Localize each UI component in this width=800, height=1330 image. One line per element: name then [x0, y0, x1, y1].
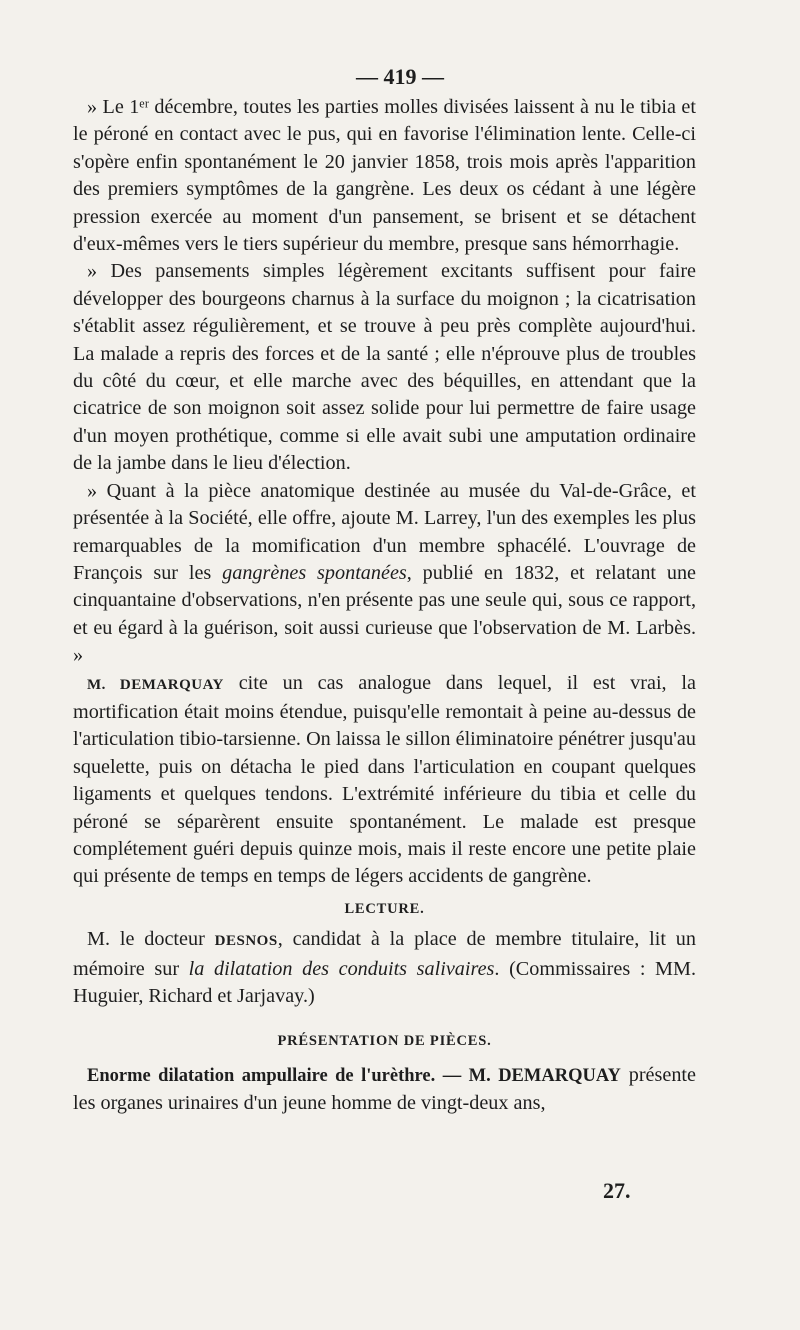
- paragraph-text: » Quant à la pièce anatomique destinée au musée du Val-de-Grâce, et présentée à la Société, elle offre, ajoute M. Larrey, l'un des exemples les plus remarquables de la momification d'un membre sphacélé. L'ouvrage de François sur les: [73, 479, 696, 584]
- paragraph-text: . (Commissaires : MM. Huguier, Richard et Jarjavay.): [73, 957, 696, 1007]
- speaker-name: M. DEMARQUAY: [87, 676, 224, 693]
- paragraph-lecture: [73, 926, 696, 1010]
- italic-title: gangrènes spontanées: [222, 561, 407, 584]
- paragraph-pansements: » Des pansements simples légèrement excitants suffisent pour faire développer des bourgeons charnus à la surface du moignon ; la cicatrisation s'établit assez régulièrement, et se trouve à peu près complète aujourd'hui. La malade a repris des forces et de la santé ; elle n'éprouve plus de troubles du côté du cœur, et elle marche avec des béquilles, en attendant que la cicatrice de son moignon soit assez solide pour lui permettre de faire usage d'un moyen prothétique, comme si elle avait subi une amputation ordinaire de la jambe dans le lieu d'élection.: [73, 260, 696, 475]
- paragraph-text: , candidat à la place de membre titulaire, lit un mémoire sur: [73, 928, 696, 980]
- section-heading-presentation: PRÉSENTATION DE PIÈCES.: [277, 1033, 492, 1050]
- paragraph-text: présente les organes urinaires d'un jeune homme de vingt-deux ans,: [73, 1063, 696, 1115]
- signature-mark: 27.: [603, 1178, 631, 1203]
- paragraph-first-december: » Le 1ᵉʳ décembre, toutes les parties molles divisées laissent à nu le tibia et le péroné en contact avec le pus, qui en favorise l'élimination lente. Celle-ci s'opère enfin spontanément le 20 janvier 1858, trois mois après l'apparition des premiers symptômes de la gangrène. Les deux os cédant à une légère pression exercée au moment d'un pansement, se brisent et se détachent d'eux-mêmes vers le tiers supérieur du membre, presque sans hémorrhagie.: [73, 96, 696, 256]
- speaker-name: DESNOS: [214, 933, 278, 950]
- paragraph-presentation: [73, 1062, 696, 1118]
- paragraph-piece-anatomique: [73, 478, 696, 670]
- page-body: [73, 94, 696, 1118]
- paragraph-demarquay: [73, 670, 696, 891]
- section-heading-lecture: LECTURE.: [344, 900, 425, 917]
- paragraph-text: , publié en 1832, et relatant une cinquantaine d'observations, n'en présente pas une seule qui, sous ce rapport, et eu égard à la guérison, soit aussi curieuse que l'observation de M. Larbès. »: [73, 561, 696, 667]
- piece-title: Enorme dilatation ampullaire de l'urèthre. — M. DEMARQUAY: [87, 1065, 621, 1086]
- paragraph-text: cite un cas analogue dans lequel, il est vrai, la mortification était moins étendue, puisqu'elle remontait à peine au-dessus de l'articulation tibio-tarsienne. On laissa le sillon éliminatoire pénétrer jusqu'au squelette, puis on détacha le pied dans l'articulation en coupant quelques ligaments et quelques tendons. L'extrémité inférieure du tibia et celle du péroné se séparèrent ensuite spontanément. Le malade est presque complétement guéri depuis quinze mois, mais il reste encore une petite plaie qui présente de temps en temps de légers accidents de gangrène.: [73, 671, 696, 888]
- italic-title: la dilatation des conduits salivaires: [188, 957, 495, 980]
- paragraph-text: M. le docteur: [87, 928, 215, 951]
- page-number: — 419 —: [356, 64, 444, 89]
